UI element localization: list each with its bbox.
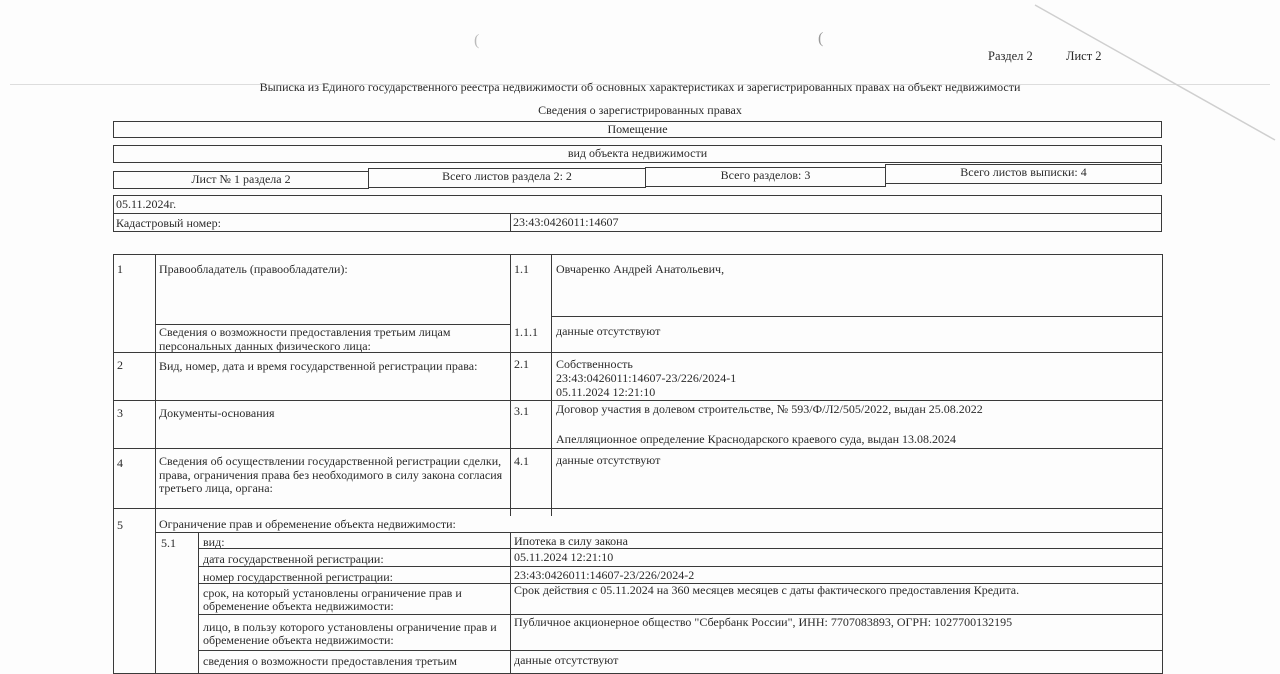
registration-label: Вид, номер, дата и время государственной регистрации права: [159,359,478,373]
row-line [551,316,1163,317]
encumbrance-label: Ограничение прав и обременение объекта недвижимости: [159,517,456,531]
document-subtitle: Сведения о зарегистрированных правах [538,103,742,117]
kind-label: вид: [203,535,225,549]
col-line [510,532,511,674]
row-subnumber: 3.1 [514,404,529,418]
col-line [198,532,199,674]
encumbrance-term-label: срок, на который установлены ограничение прав и обременение объекта недвижимости: [203,586,462,613]
document-court-ruling: Апелляционное определение Краснодарского краевого суда, выдан 13.08.2024 [556,432,957,446]
row-line [113,508,1163,509]
encumbrance-number-value: 23:43:0426011:14607-23/226/2024-2 [514,568,695,582]
col-line [551,254,552,516]
encumbrance-date-label: дата государственной регистрации: [203,552,384,566]
row-line [198,650,1163,651]
row-number: 4 [117,456,123,470]
row-line [155,532,1163,533]
object-type-label: вид объекта недвижимости [113,145,1162,163]
registration-number: 23:43:0426011:14607-23/226/2024-1 [556,371,737,385]
rightholder-value: Овчаренко Андрей Анатольевич, [556,262,725,276]
object-type: Помещение [113,121,1162,138]
consent-value: данные отсутствуют [556,453,661,467]
personal-data-label: Сведения о возможности предоставления третьим лицам персональных данных физического лица: [159,325,451,353]
row-line [113,400,1163,401]
row-line [198,566,1163,567]
encumbrance-date-value: 05.11.2024 12:21:10 [514,550,614,564]
kind-value: Ипотека в силу закона [514,534,628,548]
row-number: 1 [117,262,123,276]
document-title: Выписка из Единого государственного реестра недвижимости об основных характеристиках и зарегистрированных правах на объект недвижимости [259,80,1021,94]
scan-mark: ( [474,32,480,49]
extract-date: 05.11.2024г. [116,197,177,211]
cadastral-label: Кадастровый номер: [116,216,221,230]
total-sections: Всего разделов: 3 [645,167,886,187]
row-subnumber: 1.1 [514,262,529,276]
row-subnumber: 5.1 [161,536,176,550]
registration-date: 05.11.2024 12:21:10 [556,385,656,399]
encumbrance-person-value: Публичное акционерное общество "Сбербанк России", ИНН: 7707083893, ОГРН: 1027700132195 [514,615,1013,629]
col-line [155,254,156,674]
rightholder-label: Правообладатель (правообладатели): [159,262,348,276]
section-number: Раздел 2 [988,49,1033,63]
registration-type: Собственность [556,357,633,371]
cadastral-number: 23:43:0426011:14607 [513,215,619,229]
personal-data-value: данные отсутствуют [556,324,661,338]
row-line [113,352,1163,353]
documents-label: Документы-основания [159,406,275,420]
encumbrance-person-label: лицо, в пользу которого установлены ограничение прав и обременение объекта недвижимости: [203,620,497,647]
total-sheets: Всего листов выписки: 4 [885,164,1162,184]
divider [113,213,1162,214]
row-number: 2 [117,358,123,372]
encumbrance-term-value: Срок действия с 05.11.2024 на 360 месяцев месяцев с даты фактического предоставления Кредита. [514,583,1020,597]
encumbrance-info-label: сведения о возможности предоставления третьим [203,654,458,668]
consent-label: Сведения об осуществлении государственной регистрации сделки, права, ограничения права без необходимого в силу закона согласия третьего лица, органа: [159,454,503,495]
row-line [198,548,1163,549]
sheet-of-section: Лист № 1 раздела 2 [113,171,369,189]
divider [510,213,511,232]
row-subnumber: 2.1 [514,357,529,371]
total-sheets-section: Всего листов раздела 2: 2 [368,168,646,188]
sheet-number: Лист 2 [1066,49,1102,63]
document-contract: Договор участия в долевом строительстве, № 593/Ф/Л2/505/2022, выдан 25.08.2022 [556,402,983,416]
row-number: 3 [117,406,123,420]
encumbrance-number-label: номер государственной регистрации: [203,570,393,584]
row-line [113,448,1163,449]
row-subnumber: 1.1.1 [514,325,538,339]
col-line [510,254,511,516]
encumbrance-info-value: данные отсутствуют [514,653,619,667]
row-number: 5 [117,518,123,532]
scan-mark: ( [818,30,824,47]
row-subnumber: 4.1 [514,454,529,468]
